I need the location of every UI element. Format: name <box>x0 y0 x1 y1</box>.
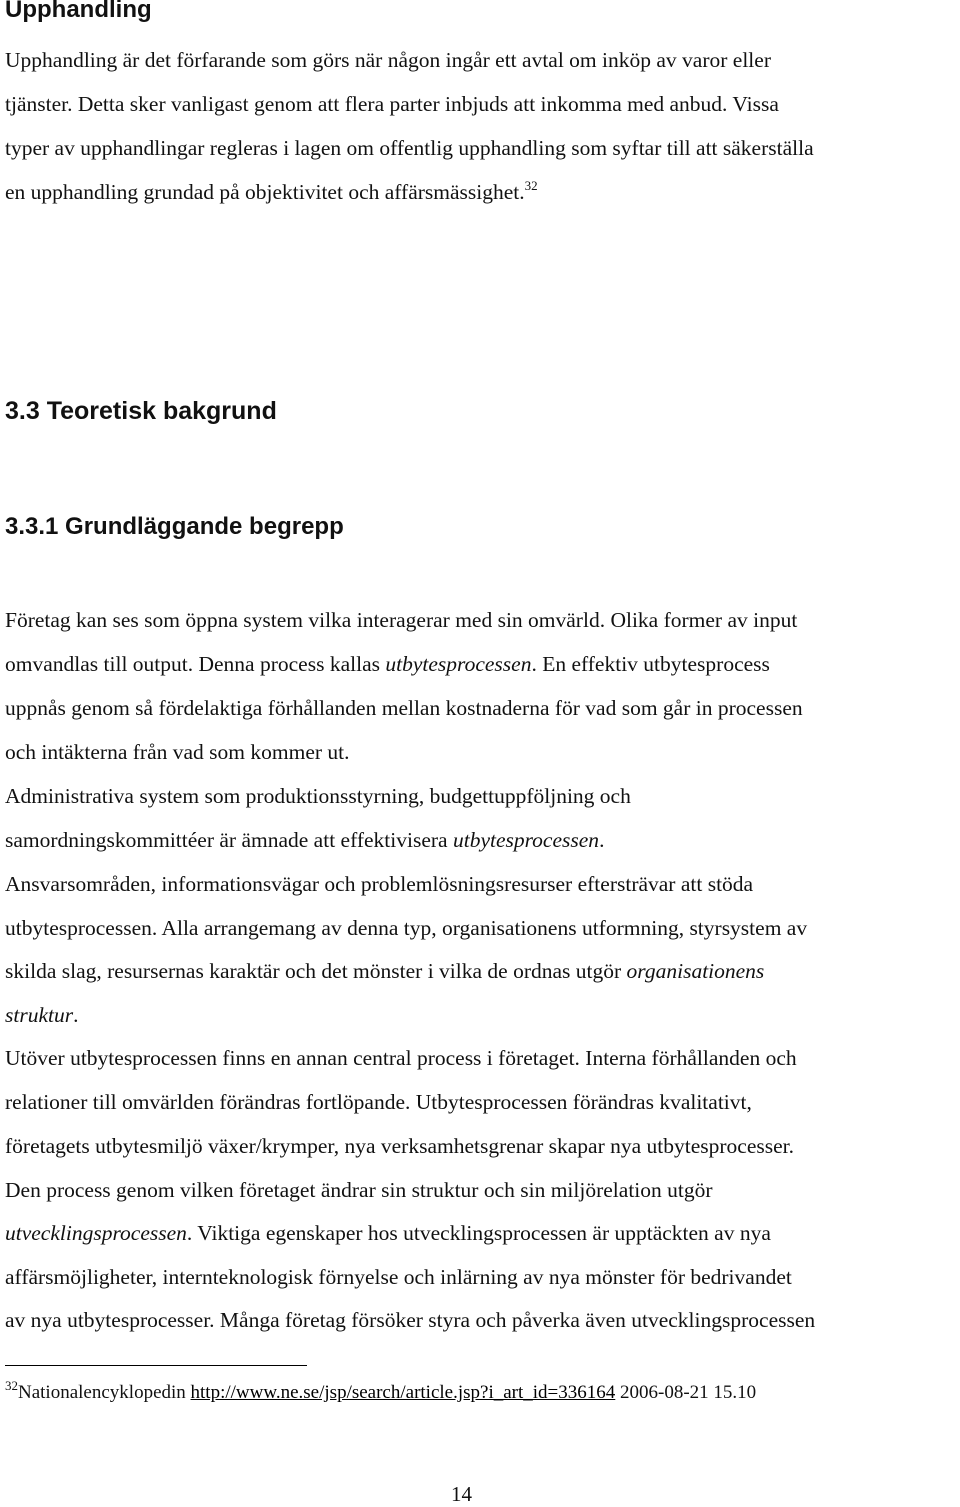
text-line: typer av upphandlingar regleras i lagen om offentlig upphandling som syftar till att säkerställa <box>5 136 814 160</box>
footnote <box>5 1378 757 1404</box>
footnote-link[interactable]: http://www.ne.se/jsp/search/article.jsp?i_art_id=336164 <box>190 1382 616 1403</box>
footnote-source: Nationalencyklopedin <box>18 1382 191 1403</box>
footnote-separator <box>5 1365 307 1366</box>
text-line: utvecklingsprocessen. Viktiga egenskaper hos utvecklingsprocessen är upptäckten av nya <box>5 1221 771 1245</box>
text-line: relationer till omvärlden förändras fortlöpande. Utbytesprocessen förändras kvalitativt, <box>5 1090 752 1114</box>
text-line: av nya utbytesprocesser. Många företag försöker styra och påverka även utvecklingsprocessen <box>5 1308 816 1332</box>
footnote-reference: 32 <box>524 178 538 193</box>
heading-upphandling: Upphandling <box>5 0 152 23</box>
text-line: Upphandling är det förfarande som görs när någon ingår ett avtal om inköp av varor eller <box>5 48 771 72</box>
text-line: Utöver utbytesprocessen finns en annan central process i företaget. Interna förhållanden och <box>5 1046 797 1070</box>
footnote-number: 32 <box>5 1378 18 1393</box>
text-line: struktur. <box>5 1003 79 1027</box>
text-line: affärsmöjligheter, internteknologisk förnyelse och inlärning av nya mönster för bedrivandet <box>5 1265 792 1289</box>
text-line: Den process genom vilken företaget ändrar sin struktur och sin miljörelation utgör <box>5 1178 713 1202</box>
text-line: företagets utbytesmiljö växer/krymper, nya verksamhetsgrenar skapar nya utbytesprocesser. <box>5 1134 795 1158</box>
text-line: och intäkterna från vad som kommer ut. <box>5 740 350 764</box>
text-line: samordningskommittéer är ämnade att effektivisera utbytesprocessen. <box>5 828 605 852</box>
text-line: Företag kan ses som öppna system vilka interagerar med sin omvärld. Olika former av input <box>5 608 798 632</box>
text-line: skilda slag, resursernas karaktär och det mönster i vilka de ordnas utgör organisationens <box>5 959 765 983</box>
text-line: omvandlas till output. Denna process kallas utbytesprocessen. En effektiv utbytesprocess <box>5 652 770 676</box>
section-heading-3-3: 3.3 Teoretisk bakgrund <box>5 397 277 425</box>
text-line: Ansvarsområden, informationsvägar och problemlösningsresurser eftersträvar att stöda <box>5 872 754 896</box>
subsection-heading-3-3-1: 3.3.1 Grundläggande begrepp <box>5 513 344 540</box>
text-line: uppnås genom så fördelaktiga förhållanden mellan kostnaderna för vad som går in processen <box>5 696 803 720</box>
footnote-date: 2006-08-21 15.10 <box>615 1382 757 1403</box>
text-line: utbytesprocessen. Alla arrangemang av denna typ, organisationens utformning, styrsystem av <box>5 916 808 940</box>
text-line: tjänster. Detta sker vanligast genom att flera parter inbjuds att inkomma med anbud. Vissa <box>5 92 779 116</box>
text-line: Administrativa system som produktionsstyrning, budgettuppföljning och <box>5 784 631 808</box>
page-number: 14 <box>451 1482 472 1506</box>
text-line: en upphandling grundad på objektivitet och affärsmässighet.$^{32}$ <box>5 178 538 204</box>
